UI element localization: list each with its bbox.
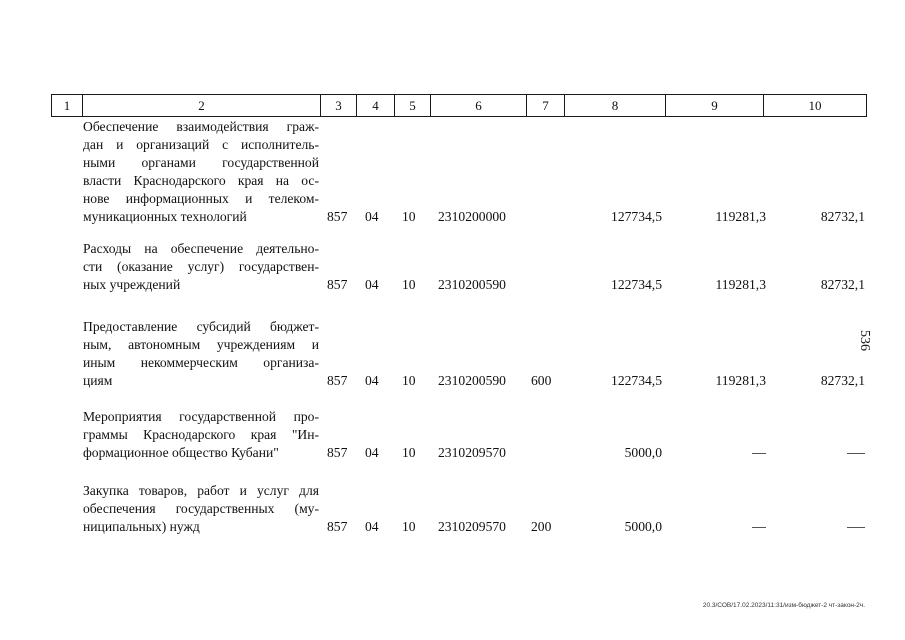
table-header (51, 94, 867, 117)
amount-col-10 (847, 518, 865, 536)
page-number: 536 (857, 330, 872, 351)
amount-col-10: 82732,1 (820, 209, 865, 224)
description-line: обеспечения государственных (му- (83, 501, 319, 516)
ministry-code: 857 (327, 445, 348, 460)
row-description (83, 482, 319, 536)
description-line: дан и организаций с исполнитель- (83, 137, 319, 152)
header-col-8: 8 (565, 95, 666, 116)
amount-col-9: 119281,3 (715, 373, 766, 388)
row-description (83, 318, 319, 390)
description-line: Предоставление субсидий бюджет- (83, 319, 319, 334)
header-col-10: 10 (808, 98, 822, 113)
subsection-code: 10 (402, 277, 416, 292)
dash-placeholder (752, 453, 766, 454)
header-col-9: 9 (666, 95, 764, 116)
dash-placeholder (847, 453, 865, 454)
description-line: власти Краснодарского края на ос- (83, 173, 319, 188)
section-code: 04 (365, 277, 379, 292)
expense-type-code: 200 (531, 519, 552, 534)
description-line: ниципальных) нужд (83, 519, 200, 534)
file-path-footer: 20.3/СОВ/17.02.2023/11:31/изм-бюджет-2 чт-закон-2ч. (702, 602, 865, 609)
subsection-code: 10 (402, 373, 416, 388)
description-line: ных учреждений (83, 277, 181, 292)
header-col-4: 4 (357, 95, 395, 116)
description-line: Мероприятия государственной про- (83, 409, 319, 424)
amount-col-8: 127734,5 (611, 209, 662, 224)
subsection-code: 10 (402, 519, 416, 534)
ministry-code: 857 (327, 277, 348, 292)
section-code: 04 (365, 209, 379, 224)
amount-col-8: 5000,0 (624, 519, 662, 534)
description-line: ным, автономным учреждениям и (83, 337, 319, 352)
target-article-code: 2310200000 (438, 209, 506, 224)
expense-type-code: 600 (531, 373, 552, 388)
amount-col-10: 82732,1 (820, 277, 865, 292)
amount-col-9 (752, 444, 766, 462)
ministry-code: 857 (327, 373, 348, 388)
dash-placeholder (752, 527, 766, 528)
row-description (83, 240, 319, 294)
dash-placeholder (847, 527, 865, 528)
header-col-7: 7 (527, 95, 565, 116)
amount-col-8: 122734,5 (611, 373, 662, 388)
amount-col-9: 119281,3 (715, 209, 766, 224)
header-col-6: 6 (431, 95, 527, 116)
amount-col-9 (752, 518, 766, 536)
description-line: граммы Краснодарского края "Ин- (83, 427, 319, 442)
ministry-code: 857 (327, 519, 348, 534)
ministry-code: 857 (327, 209, 348, 224)
amount-col-9: 119281,3 (715, 277, 766, 292)
section-code: 04 (365, 373, 379, 388)
header-col-5: 5 (395, 95, 431, 116)
subsection-code: 10 (402, 209, 416, 224)
target-article-code: 2310209570 (438, 519, 506, 534)
header-col-1: 1 (52, 95, 83, 116)
amount-col-10 (847, 444, 865, 462)
description-line: Закупка товаров, работ и услуг для (83, 483, 319, 498)
description-line: муникационных технологий (83, 209, 247, 224)
description-line: формационное общество Кубани" (83, 445, 279, 460)
description-line: нове информационных и телеком- (83, 191, 319, 206)
description-line: иным некоммерческим организа- (83, 355, 319, 370)
row-description (83, 408, 319, 462)
amount-col-10: 82732,1 (820, 373, 865, 388)
section-code: 04 (365, 519, 379, 534)
description-line: ными органами государственной (83, 155, 319, 170)
description-line: Расходы на обеспечение деятельно- (83, 241, 319, 256)
row-description (83, 118, 319, 226)
description-line: сти (оказание услуг) государствен- (83, 259, 319, 274)
subsection-code: 10 (402, 445, 416, 460)
target-article-code: 2310209570 (438, 445, 506, 460)
description-line: Обеспечение взаимодействия граж- (83, 119, 319, 134)
section-code: 04 (365, 445, 379, 460)
target-article-code: 2310200590 (438, 277, 506, 292)
header-col-2: 2 (83, 95, 321, 116)
amount-col-8: 122734,5 (611, 277, 662, 292)
description-line: циям (83, 373, 113, 388)
target-article-code: 2310200590 (438, 373, 506, 388)
header-col-3: 3 (321, 95, 357, 116)
amount-col-8: 5000,0 (624, 445, 662, 460)
